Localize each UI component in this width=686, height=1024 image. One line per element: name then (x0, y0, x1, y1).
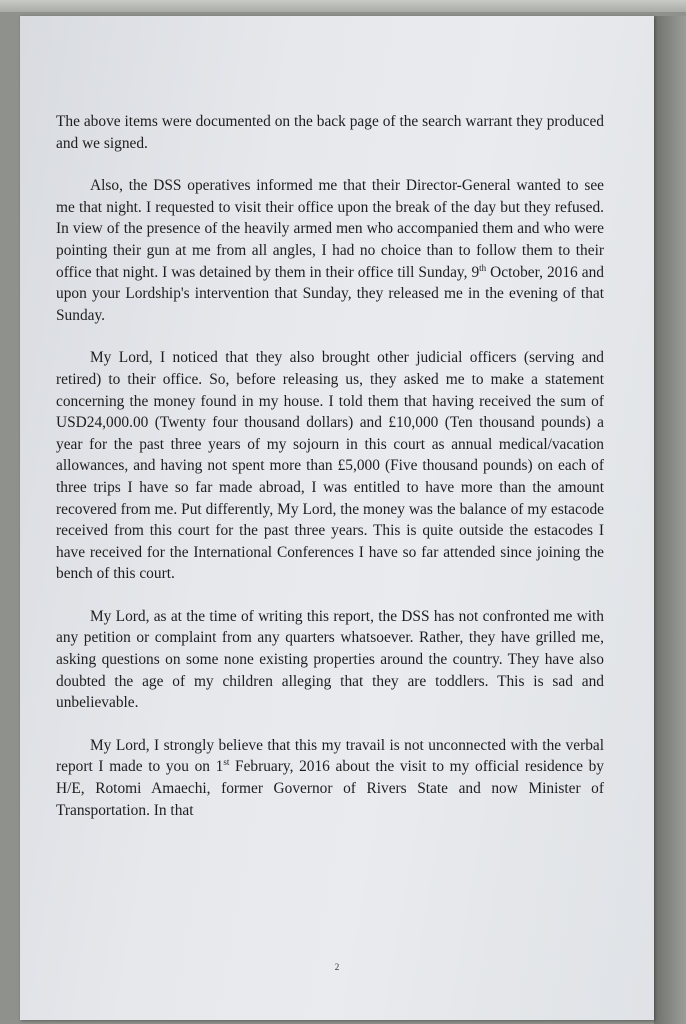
paragraph: My Lord, as at the time of writing this report, the DSS has not confronted me with any petition or complaint from any quarters whatsoever. Rather, they have grilled me, asking questions on some none existing properties around the country. They have also doubted the age of my children alleging that they are toddlers. This is sad and unbelievable. (56, 607, 604, 712)
document-page (20, 16, 654, 1020)
top-page-edge (0, 0, 686, 12)
page-number: 2 (334, 962, 340, 972)
paragraph: Also, the DSS operatives informed me that their Director-General wanted to see me that night. I requested to visit their office upon the break of the day but they refused. In view of the presence of the heavily armed men who accompanied them and who were pointing their gun at me from all angles, I had no choice than to follow them to their office that night. I was detained by them in their office till Sunday, 9th October, 2016 and upon your Lordship's intervention that Sunday, they released me in the evening of that Sunday. (56, 177, 604, 324)
ordinal-suffix: th (479, 262, 487, 273)
ordinal-suffix: st (223, 757, 230, 768)
paragraph: The above items were documented on the back page of the search warrant they produced and we signed. (56, 113, 604, 152)
page-shadow-edge (654, 16, 686, 1024)
document-body (56, 111, 604, 842)
paragraph: My Lord, I strongly believe that this my travail is not unconnected with the verbal report I made to you on 1st February, 2016 about the visit to my official residence by H/E, Rotomi Amaechi, former Governor of Rivers State and now Minister of Transportation. In that (56, 736, 604, 819)
paragraph: My Lord, I noticed that they also brought other judicial officers (serving and retired) to their office. So, before releasing us, they asked me to make a statement concerning the money found in my house. I told them that having received the sum of USD24,000.00 (Twenty four thousand dollars) and £10,000 (Ten thousand pounds) a year for the past three years of my sojourn in this court as annual medical/vacation allowances, and having not spent more than £5,000 (Five thousand pounds) on each of three trips I have so far made abroad, I was entitled to have more than the amount recovered from me. Put differently, My Lord, the money was the balance of my estacode received from this court for the past three years. This is quite outside the estacodes I have received for the International Conferences I have so far attended since joining the bench of this court. (56, 349, 604, 583)
